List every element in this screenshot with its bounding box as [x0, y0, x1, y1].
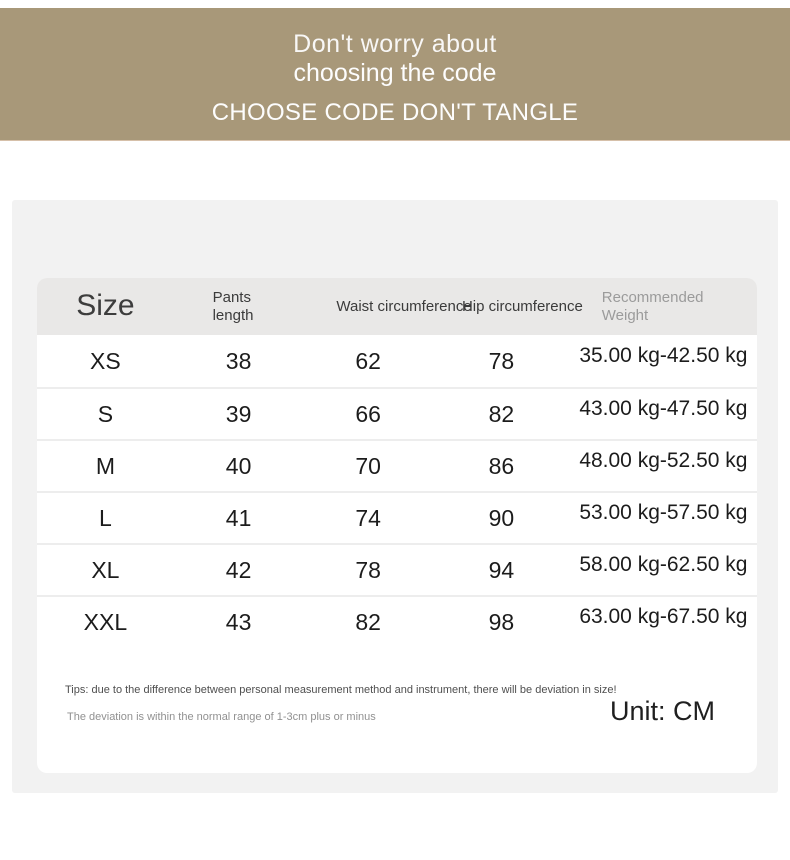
cell-hip: 90 — [488, 504, 515, 531]
cell-weight: 58.00 kg-62.50 kg — [579, 553, 748, 576]
table-row-l — [37, 491, 757, 543]
cell-waist: 78 — [355, 556, 381, 583]
unit-label: Unit: CM — [609, 696, 715, 726]
cell-size: XXL — [83, 608, 128, 635]
cell-size: S — [97, 400, 114, 427]
cell-hip: 98 — [488, 608, 515, 635]
cell-size: M — [95, 452, 115, 479]
table-row-xs — [37, 335, 757, 387]
table-row-xl — [37, 543, 757, 595]
col-header-waist-label: Waist circumference — [336, 297, 472, 315]
col-header-weight — [570, 289, 757, 324]
cell-weight: 53.00 kg-57.50 kg — [579, 501, 748, 524]
cell-pants: 38 — [225, 347, 252, 374]
promo-banner — [0, 8, 790, 141]
measurement-tip-line2: The deviation is within the normal range of 1-3cm plus or minus — [67, 711, 376, 723]
table-row-m — [37, 439, 757, 491]
banner-subtitle-line2: choosing the code — [293, 58, 497, 87]
cell-pants: 41 — [225, 504, 252, 531]
cell-pants: 40 — [225, 452, 252, 479]
banner-subtitle-line1: Don't worry about — [293, 30, 497, 58]
table-header-row — [37, 278, 757, 335]
col-header-waist — [303, 297, 472, 315]
cell-weight: 43.00 kg-47.50 kg — [579, 397, 748, 420]
cell-waist: 66 — [355, 400, 381, 427]
cell-hip: 86 — [488, 452, 515, 479]
cell-size: L — [99, 504, 112, 531]
cell-size: XL — [91, 556, 120, 583]
cell-hip: 82 — [488, 400, 515, 427]
cell-hip: 94 — [488, 556, 515, 583]
banner-title: CHOOSE CODE DON'T TANGLE — [211, 98, 579, 126]
cell-waist: 82 — [355, 608, 381, 635]
col-header-pants-length-label: Pants length — [212, 289, 254, 324]
measurement-tip-line1: Tips: due to the difference between personal measurement method and instrument, there will be deviation in size! — [65, 684, 617, 696]
cell-weight: 48.00 kg-52.50 kg — [579, 449, 748, 472]
cell-pants: 39 — [225, 400, 252, 427]
col-header-weight-label: Recommended Weight — [601, 289, 704, 324]
cell-weight: 63.00 kg-67.50 kg — [579, 605, 748, 628]
col-header-pants-length — [174, 289, 304, 324]
cell-pants: 43 — [225, 608, 252, 635]
cell-waist: 62 — [355, 347, 381, 374]
table-row-s — [37, 387, 757, 439]
cell-weight: 35.00 kg-42.50 kg — [579, 344, 748, 367]
size-chart-panel — [12, 200, 778, 793]
cell-waist: 74 — [355, 504, 381, 531]
cell-waist: 70 — [355, 452, 381, 479]
col-header-hip-label: Hip circumference — [461, 297, 583, 315]
col-header-size: Size — [76, 289, 135, 323]
cell-size: XS — [90, 347, 121, 374]
cell-pants: 42 — [225, 556, 252, 583]
table-row-xxl — [37, 595, 757, 647]
cell-hip: 78 — [488, 347, 515, 374]
size-chart-card — [37, 278, 757, 773]
